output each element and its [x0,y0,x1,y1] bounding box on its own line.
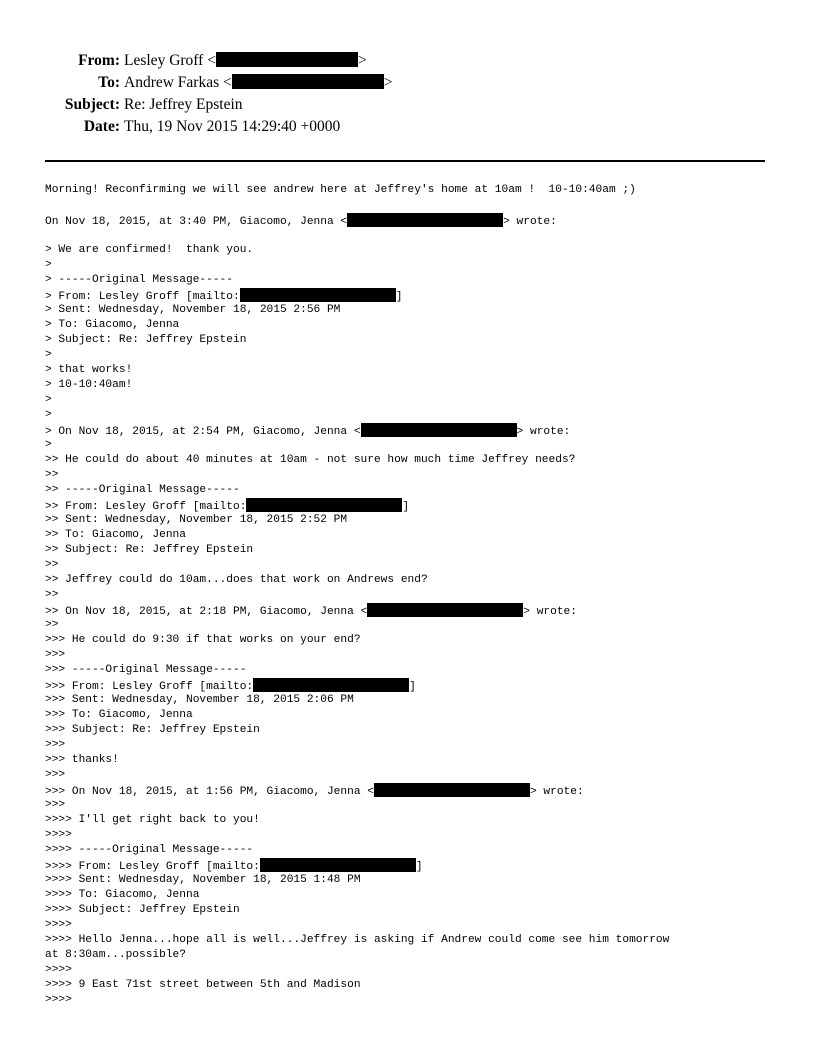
header-divider [45,160,765,162]
quote-header-text: >>> On Nov 18, 2015, at 1:56 PM, Giacomo, Jenna < [45,786,374,798]
body-line [45,498,785,513]
from-text: >>>> From: Lesley Groff [mailto: [45,861,260,873]
body-line: >>>> To: Giacomo, Jenna [45,889,200,901]
from-value [124,50,367,72]
redaction-box [246,498,402,512]
body-line: >>> Subject: Re: Jeffrey Epstein [45,724,260,736]
body-line: > We are confirmed! thank you. [45,244,254,256]
date-label: Date: [83,118,120,135]
redaction-box [232,74,384,89]
to-label: To: [98,74,120,91]
redaction-box [216,52,358,67]
quote-header-wrote: > wrote: [503,216,557,228]
body-line: >>>> -----Original Message----- [45,844,254,856]
date-row [0,116,341,138]
body-line: >> [45,469,59,481]
from-text: >> From: Lesley Groff [mailto: [45,501,247,513]
body-line: > Subject: Re: Jeffrey Epstein [45,334,247,346]
body-line: >>>> 9 East 71st street between 5th and Madison [45,979,361,991]
quote-header-wrote: > wrote: [529,786,584,798]
body-line: at 8:30am...possible? [45,949,186,961]
from-name: Lesley Groff < [124,52,216,69]
body-line: >> Subject: Re: Jeffrey Epstein [45,544,254,556]
redaction-box [240,288,396,302]
body-line: >>>> Hello Jenna...hope all is well...Jeffrey is asking if Andrew could come see him tomorrow [45,934,670,946]
quote-header-text: >> On Nov 18, 2015, at 2:18 PM, Giacomo, Jenna < [45,606,368,618]
body-line: >>> [45,739,66,751]
redaction-box [367,603,523,617]
quote-header-text: > On Nov 18, 2015, at 2:54 PM, Giacomo, Jenna < [45,426,361,438]
bracket-close: ] [415,861,423,873]
body-line: >>>> Sent: Wednesday, November 18, 2015 1:48 PM [45,874,361,886]
body-line: >>>> I'll get right back to you! [45,814,260,826]
body-line: >>> [45,649,66,661]
body-line: >> -----Original Message----- [45,484,240,496]
quote-header-line [45,603,785,618]
body-line: > [45,394,52,406]
body-line: >> [45,589,59,601]
quote-header-line [45,783,785,798]
body-line: > [45,259,52,271]
body-line [45,858,785,873]
body-line: >> To: Giacomo, Jenna [45,529,186,541]
body-line: >>> -----Original Message----- [45,664,247,676]
from-text: > From: Lesley Groff [mailto: [45,291,240,303]
to-row [0,72,393,94]
redaction-box [361,423,517,437]
body-line: >>> [45,769,66,781]
body-line: >> Jeffrey could do 10am...does that work on Andrews end? [45,574,428,586]
body-line [45,288,785,303]
quote-header-text: On Nov 18, 2015, at 3:40 PM, Giacomo, Jenna < [45,216,348,228]
bracket-close: ] [402,501,410,513]
body-line: >> He could do about 40 minutes at 10am - not sure how much time Jeffrey needs? [45,454,576,466]
body-line: > -----Original Message----- [45,274,233,286]
body-line: >> [45,559,59,571]
body-line: >>>> [45,829,72,841]
to-name: Andrew Farkas < [124,74,232,91]
bracket-close: ] [395,291,403,303]
bracket-close: ] [409,681,416,693]
body-line: >>> Sent: Wednesday, November 18, 2015 2:06 PM [45,694,354,706]
to-close: > [383,74,393,91]
subject-value: Re: Jeffrey Epstein [124,96,243,113]
subject-label: Subject: [64,96,120,113]
body-line: >>> [45,799,66,811]
redaction-box [253,678,409,692]
date-value: Thu, 19 Nov 2015 14:29:40 +0000 [124,118,341,135]
subject-row [0,94,243,116]
body-line: > [45,439,52,451]
body-line [45,678,785,693]
body-line: >> Sent: Wednesday, November 18, 2015 2:52 PM [45,514,348,526]
quote-header-wrote: > wrote: [523,606,577,618]
body-line: > 10-10:40am! [45,379,133,391]
body-line: >>> To: Giacomo, Jenna [45,709,193,721]
body-line: >>> thanks! [45,754,119,766]
body-line: > [45,409,52,421]
quote-header-line [45,213,785,228]
body-line: > [45,349,52,361]
body-line: >>> He could do 9:30 if that works on your end? [45,634,361,646]
redaction-box [260,858,416,872]
body-line: >>>> [45,964,72,976]
from-text: >>> From: Lesley Groff [mailto: [45,681,254,693]
email-body [45,183,785,1008]
body-line: > Sent: Wednesday, November 18, 2015 2:56 PM [45,304,341,316]
redaction-box [374,783,530,797]
body-line: Morning! Reconfirming we will see andrew here at Jeffrey's home at 10am ! 10-10:40am ;) [45,184,636,196]
body-line: >>>> Subject: Jeffrey Epstein [45,904,240,916]
body-line: >> [45,619,59,631]
from-label: From: [78,52,120,69]
quote-header-line [45,423,785,438]
from-row [0,50,367,72]
quote-header-wrote: > wrote: [516,426,571,438]
body-line: > that works! [45,364,133,376]
body-line: > To: Giacomo, Jenna [45,319,180,331]
redaction-box [347,213,503,227]
body-line: >>>> [45,919,72,931]
body-line: >>>> [45,994,72,1006]
to-value [124,72,393,94]
from-close: > [357,52,367,69]
